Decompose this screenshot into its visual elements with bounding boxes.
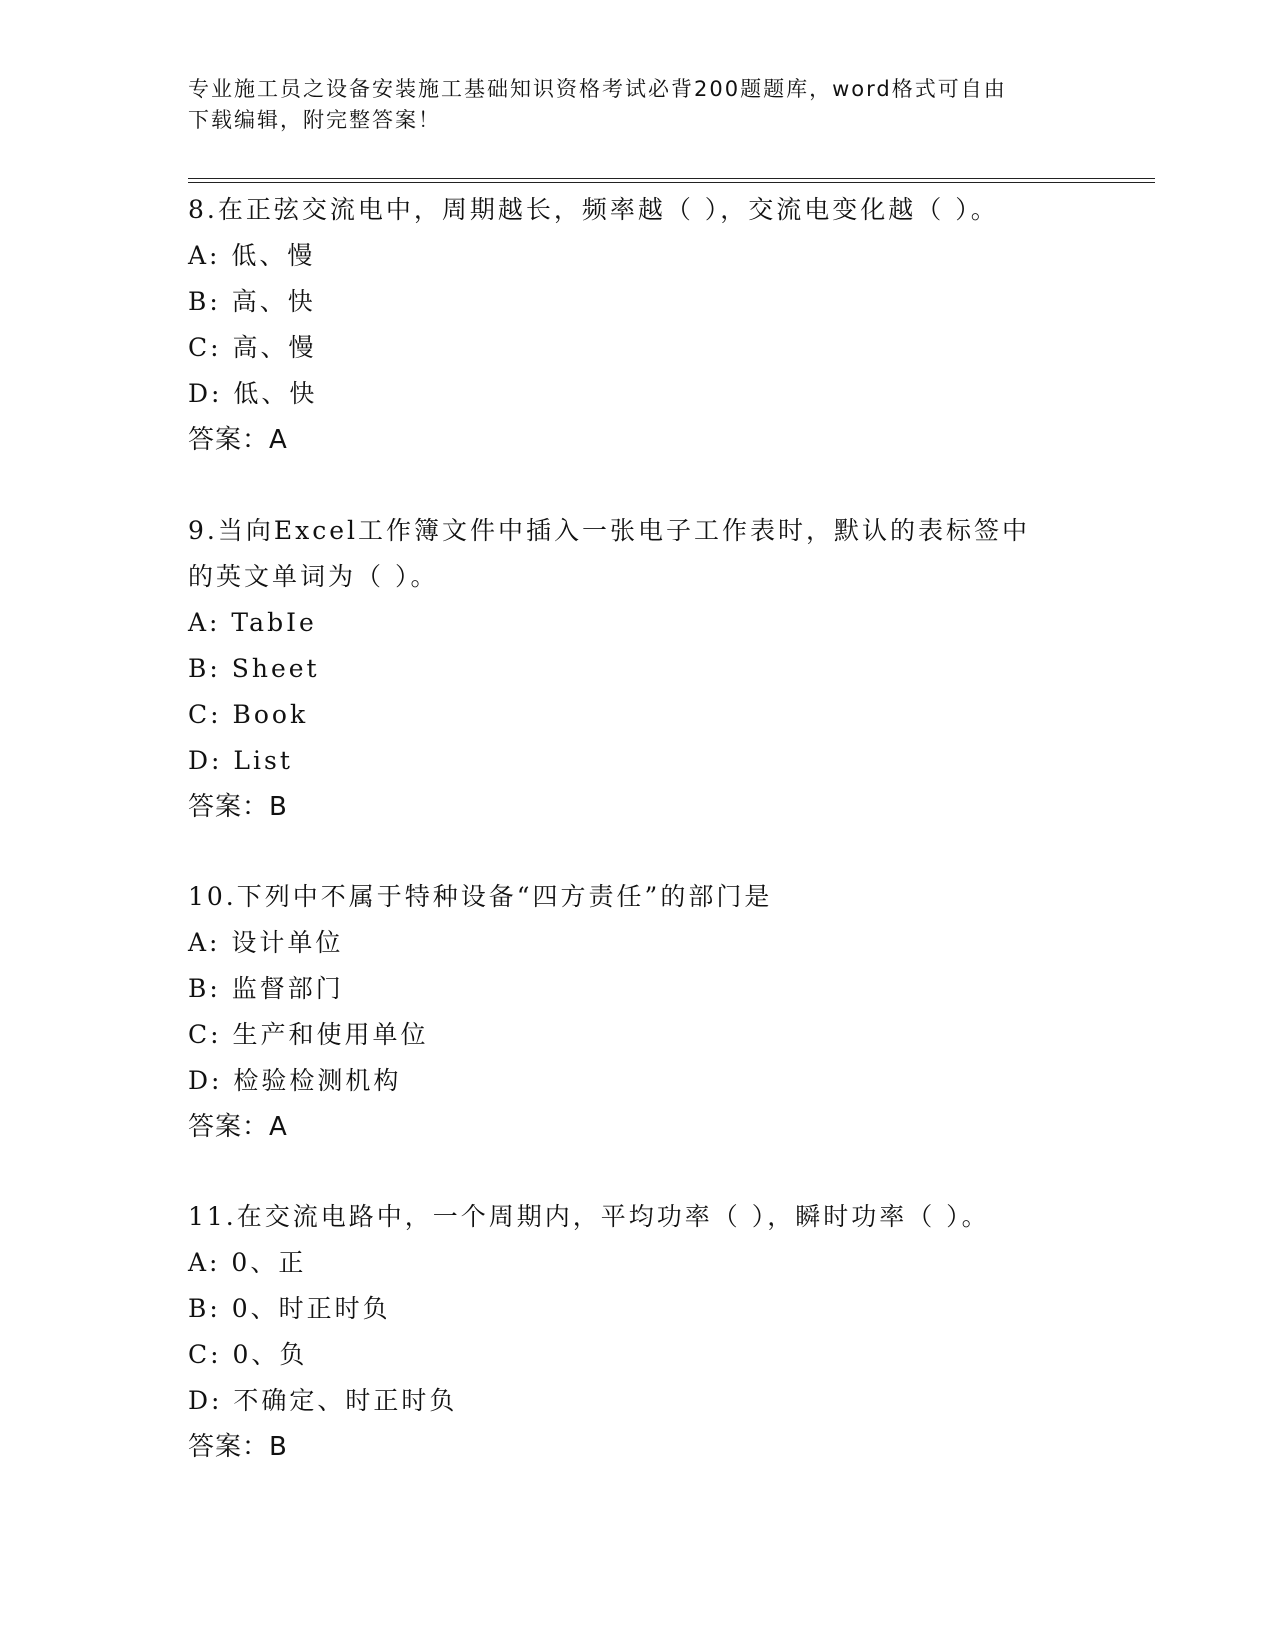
option-d: D: 检验检测机构 bbox=[188, 1066, 402, 1095]
option-b: B: 监督部门 bbox=[188, 974, 344, 1003]
option-c: C: 高、慢 bbox=[188, 333, 317, 362]
answer-label: 答案：A bbox=[188, 425, 288, 455]
option-c: C: Book bbox=[188, 700, 309, 729]
option-c: C: 生产和使用单位 bbox=[188, 1020, 429, 1049]
option-d: D: 低、快 bbox=[188, 379, 318, 408]
question-stem: 10.下列中不属于特种设备“四方责任”的部门是 bbox=[188, 882, 773, 911]
answer-label: 答案：B bbox=[188, 1432, 288, 1462]
header-divider-bottom bbox=[188, 182, 1155, 183]
option-c: C: 0、负 bbox=[188, 1340, 308, 1369]
option-b: B: 0、时正时负 bbox=[188, 1294, 391, 1323]
question-block-11 bbox=[188, 1194, 1088, 1470]
option-a: A: 0、正 bbox=[188, 1248, 307, 1277]
option-d: D: 不确定、时正时负 bbox=[188, 1386, 458, 1415]
header-line-1: 专业施工员之设备安装施工基础知识资格考试必背200题题库，word格式可自由 bbox=[188, 77, 1007, 101]
question-stem: 8.在正弦交流电中，周期越长，频率越（ ），交流电变化越（ ）。 bbox=[188, 195, 999, 224]
answer-label: 答案：A bbox=[188, 1112, 288, 1142]
question-stem: 11.在交流电路中，一个周期内，平均功率（ ），瞬时功率（ ）。 bbox=[188, 1202, 990, 1231]
option-a: A: 低、慢 bbox=[188, 241, 316, 270]
answer-label: 答案：B bbox=[188, 792, 288, 822]
option-d: D: List bbox=[188, 746, 293, 775]
option-a: A: TabIe bbox=[188, 608, 317, 637]
option-b: B: 高、快 bbox=[188, 287, 316, 316]
option-b: B: Sheet bbox=[188, 654, 320, 683]
document-header bbox=[188, 74, 1088, 136]
question-block-8 bbox=[188, 187, 1088, 463]
header-line-2: 下载编辑，附完整答案！ bbox=[188, 108, 441, 132]
question-stem-continued: 的英文单词为（ ）。 bbox=[188, 562, 439, 591]
header-divider-top bbox=[188, 178, 1155, 179]
question-stem: 9.当向Excel工作簿文件中插入一张电子工作表时，默认的表标签中 bbox=[188, 516, 1030, 545]
question-block-9 bbox=[188, 508, 1088, 830]
question-block-10 bbox=[188, 874, 1088, 1150]
option-a: A: 设计单位 bbox=[188, 928, 344, 957]
